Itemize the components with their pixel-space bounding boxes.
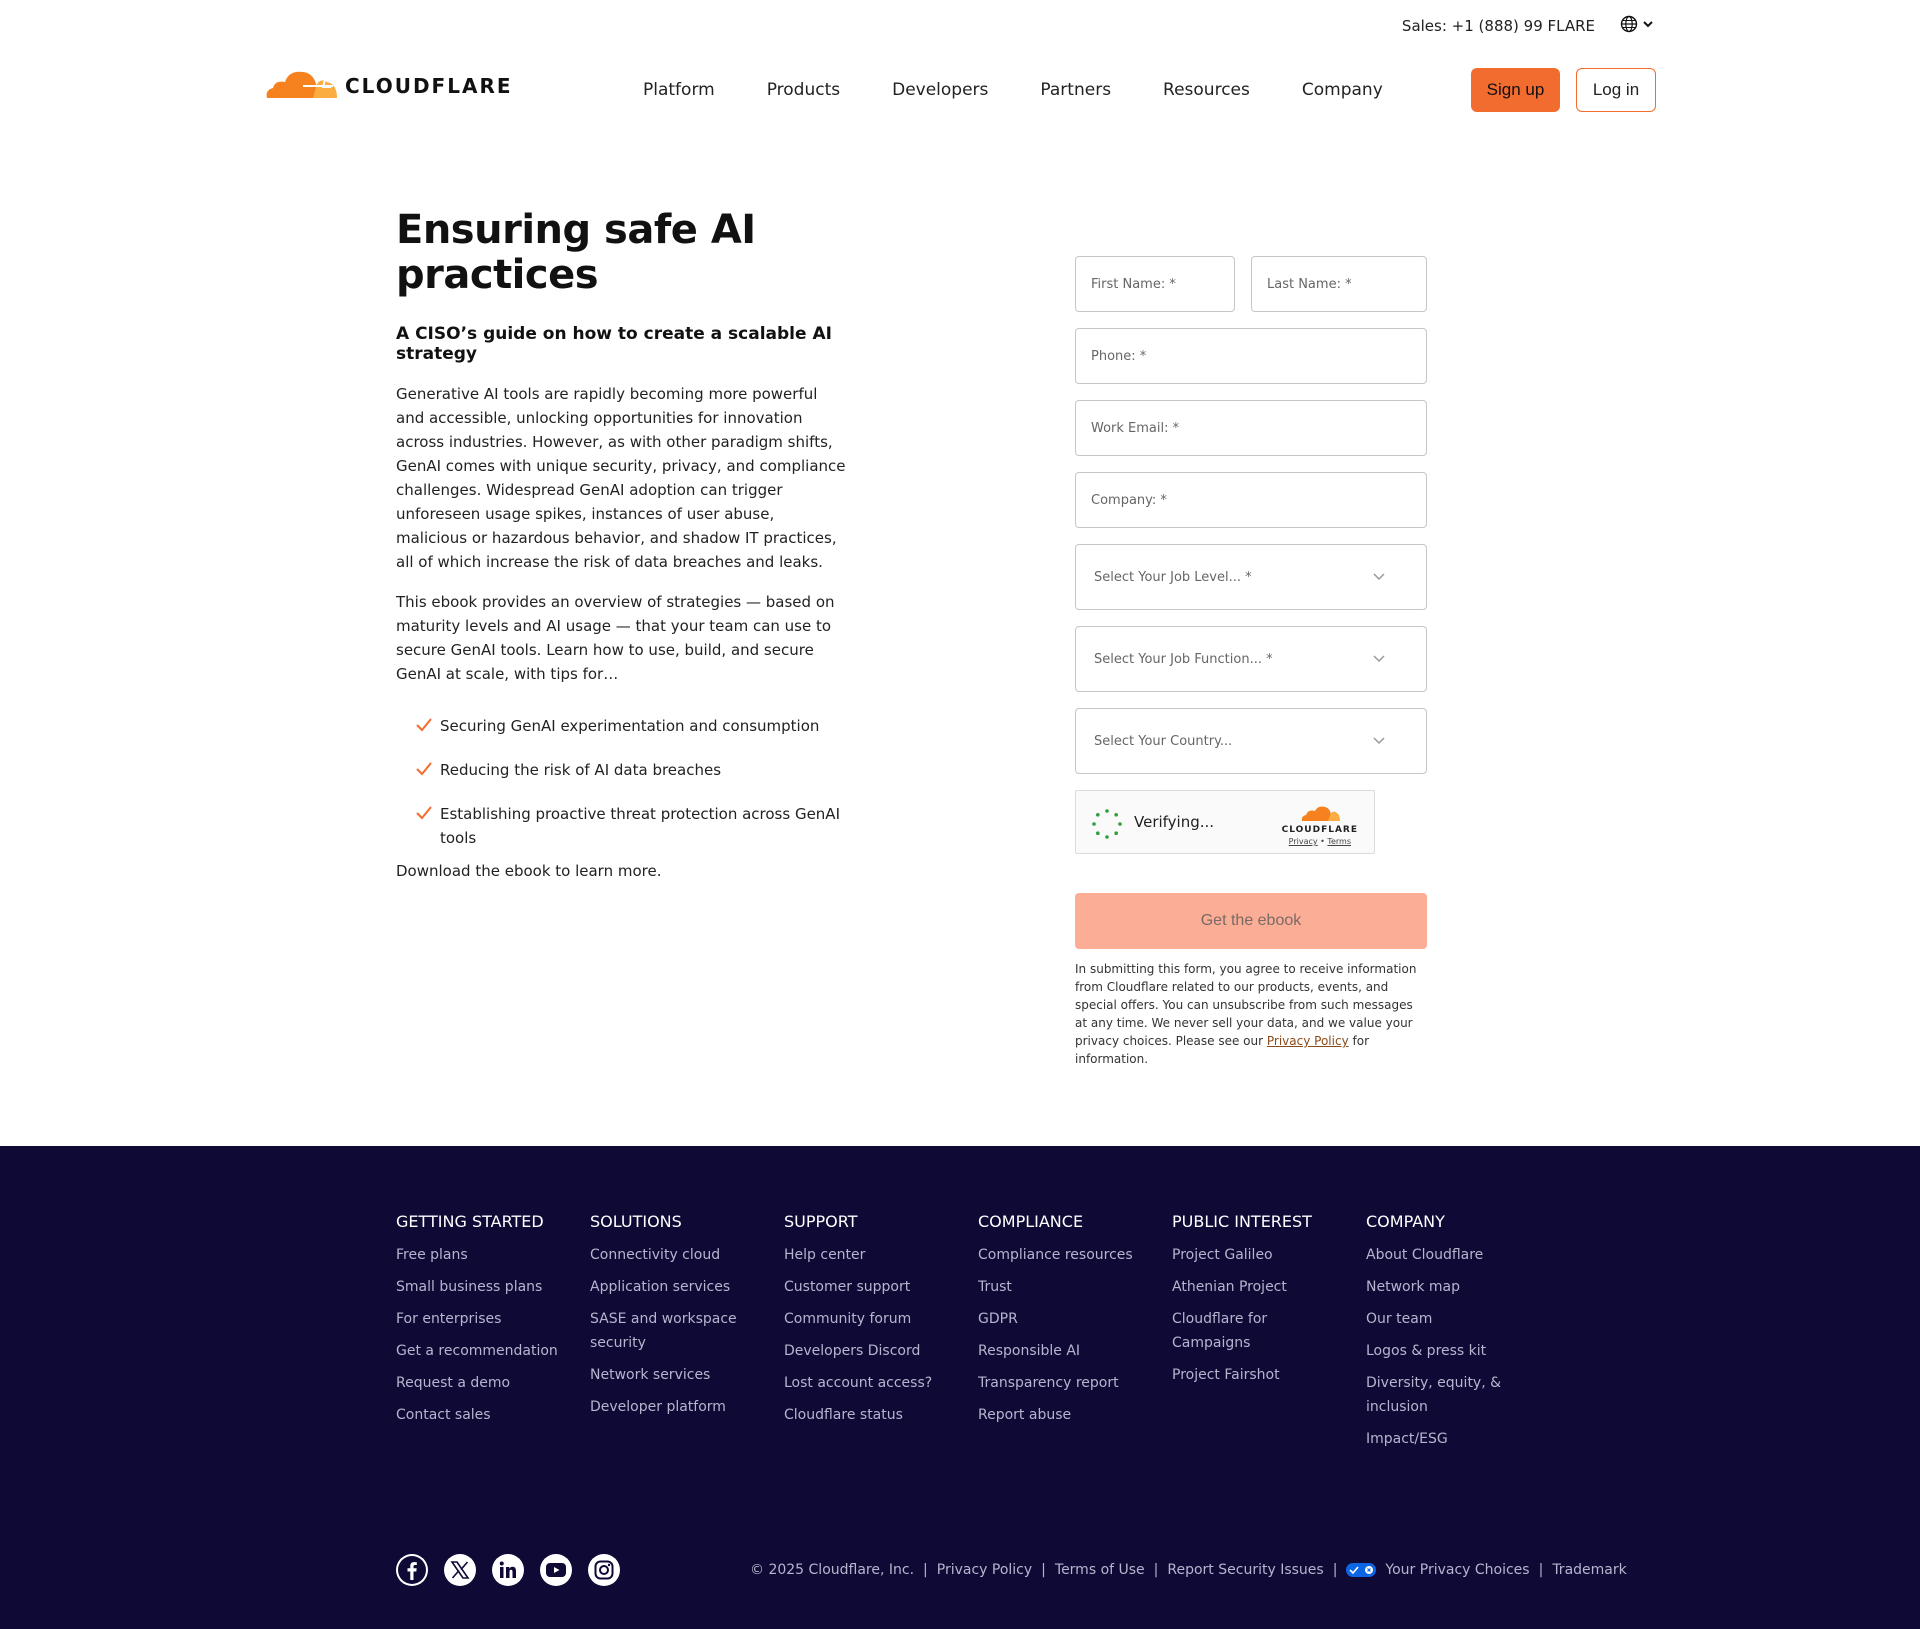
chevron-down-icon [1372, 654, 1386, 664]
footer-link[interactable]: SASE and workspace security [590, 1311, 737, 1351]
terms-of-use-link[interactable]: Terms of Use [1054, 1562, 1145, 1578]
footer-link[interactable]: Cloudflare status [784, 1407, 903, 1423]
title-line-2: practices [396, 252, 599, 298]
social-links [396, 1554, 620, 1586]
job-level-placeholder: Select Your Job Level... * [1094, 569, 1252, 585]
privacy-policy-link[interactable]: Privacy Policy [1266, 1034, 1349, 1048]
footer-link[interactable]: GDPR [978, 1311, 1018, 1327]
footer-link[interactable]: Get a recommendation [396, 1343, 558, 1359]
footer-column-solutions [590, 1212, 750, 1427]
footer-link[interactable]: Connectivity cloud [590, 1247, 721, 1263]
email-field[interactable]: Work Email: * [1075, 400, 1427, 456]
footer-link[interactable]: Logos & press kit [1366, 1343, 1487, 1359]
captcha-links [1282, 837, 1358, 846]
footer-link[interactable]: Our team [1366, 1311, 1433, 1327]
company-field[interactable]: Company: * [1075, 472, 1427, 528]
check-icon [416, 762, 432, 776]
linkedin-icon[interactable] [492, 1554, 524, 1586]
main-header [0, 52, 1920, 128]
legal-text: In submitting this form, you agree to receive information from Cloudflare related to our products, events, and special offers. You can unsubscribe from such messages at any time. We never sell your data, and we value your privacy choices. Please see our [1075, 962, 1417, 1048]
cloud-logo-icon [263, 64, 339, 100]
country-placeholder: Select Your Country... [1094, 733, 1233, 749]
footer-link[interactable]: Free plans [396, 1247, 468, 1263]
footer-link[interactable]: Network map [1366, 1279, 1461, 1295]
captcha-privacy-link[interactable]: Privacy [1288, 837, 1318, 846]
footer-heading: SOLUTIONS [590, 1212, 682, 1231]
footer-link[interactable]: Transparency report [978, 1375, 1119, 1391]
nav-platform[interactable]: Platform [643, 80, 715, 100]
footer-link[interactable]: Responsible AI [978, 1343, 1081, 1359]
nav-products[interactable]: Products [766, 80, 841, 100]
logo-wordmark: CLOUDFLARE [345, 74, 513, 98]
footer-heading: GETTING STARTED [396, 1212, 544, 1231]
sales-phone[interactable]: Sales: +1 (888) 99 FLARE [1401, 17, 1595, 35]
captcha-status: Verifying... [1134, 813, 1215, 831]
footer-heading: PUBLIC INTEREST [1172, 1212, 1312, 1231]
chevron-down-icon [1372, 736, 1386, 746]
instagram-icon[interactable] [588, 1554, 620, 1586]
separator: | [923, 1562, 928, 1578]
check-icon [416, 806, 432, 820]
job-level-select[interactable] [1075, 544, 1427, 610]
chevron-down-icon [1642, 18, 1654, 30]
nav-company[interactable]: Company [1301, 80, 1383, 100]
footer-link[interactable]: Project Galileo [1172, 1247, 1273, 1263]
page-subtitle: A CISO’s guide on how to create a scalable AI strategy [396, 324, 832, 364]
globe-icon [1620, 15, 1638, 33]
captcha-brand-text: CLOUDFLARE [1281, 825, 1358, 835]
captcha-link-dot: • [1320, 837, 1325, 846]
footer-link[interactable]: Athenian Project [1172, 1279, 1287, 1295]
youtube-icon[interactable] [540, 1554, 572, 1586]
footer-column-compliance [978, 1212, 1158, 1435]
footer-heading: COMPLIANCE [978, 1212, 1084, 1231]
legal-end: for information. [1075, 1034, 1369, 1066]
cloud-logo-icon [1300, 805, 1340, 821]
footer-link[interactable]: For enterprises [396, 1311, 502, 1327]
list-item-text: Securing GenAI experimentation and consumption [440, 717, 820, 735]
main-nav [643, 80, 1435, 100]
footer-bottom-bar [750, 1562, 1627, 1578]
list-item-text: Reducing the risk of AI data breaches [440, 761, 722, 779]
footer-link[interactable]: Help center [784, 1247, 866, 1263]
privacy-choices-link[interactable]: Your Privacy Choices [1385, 1562, 1530, 1578]
footer-link[interactable]: Trust [978, 1279, 1012, 1295]
overview-paragraph: This ebook provides an overview of strategies — based on maturity levels and AI usage — that your team can use to secure GenAI tools. Learn how to use, build, and secure GenAI at scale, with tips for… [396, 593, 835, 683]
list-item [396, 802, 848, 850]
job-function-select[interactable] [1075, 626, 1427, 692]
footer-link[interactable]: Compliance resources [978, 1247, 1133, 1263]
footer-link[interactable]: Community forum [784, 1311, 912, 1327]
separator: | [1153, 1562, 1159, 1578]
job-function-placeholder: Select Your Job Function... * [1094, 651, 1273, 667]
check-icon [416, 718, 432, 732]
phone-field[interactable]: Phone: * [1075, 328, 1427, 384]
footer-link[interactable]: Diversity, equity, & inclusion [1366, 1375, 1502, 1415]
page-title [396, 208, 848, 298]
footer-link[interactable]: About Cloudflare [1366, 1247, 1484, 1263]
footer-link[interactable]: Developer platform [590, 1399, 726, 1415]
site-footer [0, 1146, 1920, 1629]
captcha-brand [1282, 805, 1358, 846]
list-item-text: Establishing proactive threat protection across GenAI tools [440, 805, 840, 847]
spinner-icon [1091, 808, 1123, 840]
ebook-description [396, 208, 848, 880]
login-button[interactable]: Log in [1576, 68, 1656, 112]
footer-link[interactable]: Impact/ESG [1366, 1431, 1448, 1447]
footer-link[interactable]: Customer support [784, 1279, 911, 1295]
captcha-terms-link[interactable]: Terms [1327, 837, 1351, 846]
footer-link[interactable]: Application services [590, 1279, 731, 1295]
footer-column-public-interest [1172, 1212, 1332, 1395]
footer-column-getting-started [396, 1212, 576, 1435]
cloudflare-logo[interactable] [263, 64, 513, 100]
country-select[interactable] [1075, 708, 1427, 774]
legal-notice [1075, 960, 1427, 1068]
captcha-widget[interactable] [1075, 790, 1375, 854]
separator: | [1041, 1562, 1046, 1578]
language-selector[interactable] [1620, 15, 1654, 33]
footer-column-support [784, 1212, 964, 1435]
copyright: © 2025 Cloudflare, Inc. [750, 1562, 915, 1578]
footer-link[interactable]: Report abuse [978, 1407, 1072, 1423]
download-text: Download the ebook to learn more. [396, 862, 662, 880]
intro-paragraph: Generative AI tools are rapidly becoming more powerful and accessible, unlocking opportunities for innovation across industries. However, as with other paradigm shifts, GenAI comes with unique security, privacy, and compliance challenges. Widespread GenAI adoption can trigger unforeseen usage spikes, instances of user abuse, malicious or hazardous behavior, and shadow IT practices, all of which increase the risk of data breaches and leaks. [396, 385, 846, 571]
footer-link[interactable]: Contact sales [396, 1407, 491, 1423]
benefit-list [396, 714, 848, 850]
nav-resources[interactable]: Resources [1163, 80, 1250, 100]
signup-button[interactable]: Sign up [1471, 68, 1560, 112]
privacy-choices-icon [1346, 1563, 1376, 1577]
footer-link[interactable]: Request a demo [396, 1375, 511, 1391]
list-item [396, 714, 848, 738]
footer-link[interactable]: Lost account access? [784, 1375, 933, 1391]
nav-developers[interactable]: Developers [892, 80, 989, 100]
footer-link[interactable]: Cloudflare for Campaigns [1172, 1311, 1268, 1351]
nav-partners[interactable]: Partners [1040, 80, 1112, 100]
separator: | [1332, 1562, 1338, 1578]
footer-link[interactable]: Network services [590, 1367, 711, 1383]
last-name-field[interactable]: Last Name: * [1251, 256, 1427, 312]
footer-link[interactable]: Small business plans [396, 1279, 543, 1295]
separator: | [1538, 1562, 1544, 1578]
facebook-icon[interactable] [396, 1554, 428, 1586]
get-ebook-button[interactable]: Get the ebook [1075, 893, 1427, 949]
top-bar [0, 0, 1920, 52]
chevron-down-icon [1372, 572, 1386, 582]
footer-heading: COMPANY [1366, 1212, 1445, 1231]
trademark-link[interactable]: Trademark [1552, 1562, 1627, 1578]
footer-heading: SUPPORT [784, 1212, 858, 1231]
report-security-issues-link[interactable]: Report Security Issues [1167, 1562, 1324, 1578]
list-item [396, 758, 848, 782]
x-icon[interactable] [444, 1554, 476, 1586]
first-name-field[interactable]: First Name: * [1075, 256, 1235, 312]
footer-link[interactable]: Developers Discord [784, 1343, 921, 1359]
footer-column-company [1366, 1212, 1516, 1459]
footer-link[interactable]: Project Fairshot [1172, 1367, 1280, 1383]
title-line-1: Ensuring safe AI [396, 207, 756, 253]
footer-privacy-policy-link[interactable]: Privacy Policy [936, 1562, 1033, 1578]
